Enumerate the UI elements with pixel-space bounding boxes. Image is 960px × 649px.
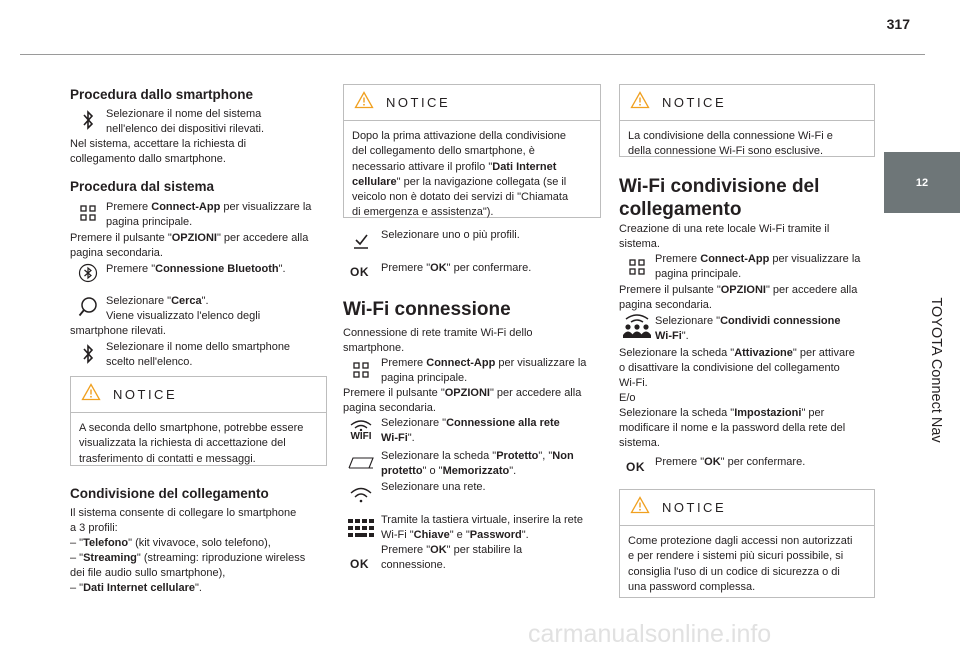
notice-line-3: necessario attivare il profilo "Dati Internet (352, 160, 557, 173)
notice-line-2: della connessione Wi-Fi sono esclusive. (628, 145, 824, 158)
notice-box-profile (343, 84, 601, 218)
smartphone-line-3: Nel sistema, accettare la richiesta di (70, 138, 247, 150)
wifishare-step6-line2: modificare il nome e la password della rete del (619, 422, 846, 434)
notice-line-3: trasferimento di contatti e messaggi. (79, 452, 256, 465)
condivisione-line-6: – "Dati Internet cellulare". (70, 582, 202, 594)
sistema-step1-line2: pagina principale. (106, 216, 193, 228)
sistema-step3: Premere "Connessione Bluetooth". (106, 263, 286, 275)
notice-line-6: di emergenza e assistenza"). (352, 206, 494, 219)
warning-icon (81, 383, 101, 406)
tab-icon (348, 451, 374, 473)
notice-title: NOTICE (662, 500, 727, 515)
wifi-icon (347, 416, 375, 444)
wifi-icon-label: WIFI (350, 430, 372, 442)
wifishare-step2: Premere il pulsante "OPZIONI" per accedere alla (619, 284, 858, 296)
wifishare-step4-line3: Wi-Fi. (619, 377, 648, 389)
notice-box-contacts (70, 376, 327, 466)
wifi-step3: Selezionare "Connessione alla rete (381, 417, 560, 429)
wifi-line-1: Connessione di rete tramite Wi-Fi dello (343, 327, 533, 339)
notice-header (71, 377, 326, 413)
wifishare-step7: Premere "OK" per confermare. (655, 456, 806, 468)
profile-select-icon (350, 230, 372, 252)
wifishare-step6: Selezionare la scheda "Impostazioni" per (619, 407, 825, 419)
wifishare-step5: E/o (619, 392, 636, 404)
wifi-step6-line2: Wi-Fi "Chiave" e "Password". (381, 529, 529, 541)
chapter-tab[interactable]: 12 (884, 152, 960, 213)
notice-line-4: una password complessa. (628, 580, 756, 593)
notice-title: NOTICE (662, 95, 727, 110)
wifishare-step4: Selezionare la scheda "Attivazione" per attivare (619, 347, 855, 359)
wifi-step2: Premere il pulsante "OPZIONI" per accedere alla (343, 387, 582, 399)
condivisione-line-5: dei file audio sullo smartphone), (70, 567, 226, 579)
wifi-step1: Premere Connect-App per visualizzare la (381, 357, 587, 369)
heading-wifi-condivisione-2: collegamento (619, 199, 742, 220)
bluetooth-icon (77, 262, 99, 284)
wifi-step4-line2: protetto" o "Memorizzato". (381, 465, 517, 477)
apps-grid-icon (77, 202, 99, 224)
notice-box-exclusive (619, 84, 875, 157)
notice-title: NOTICE (386, 95, 451, 110)
notice-header (344, 85, 600, 121)
notice-line-1: A seconda dello smartphone, potrebbe essere (79, 422, 304, 434)
profile-step1: Selezionare uno o più profili. (381, 229, 520, 241)
notice-line-1: Dopo la prima attivazione della condivisione (352, 130, 567, 142)
smartphone-line-2: nell'elenco dei dispositivi rilevati. (106, 123, 265, 135)
watermark: carmanualsonline.info (528, 620, 772, 648)
apps-grid-icon (626, 256, 648, 278)
wifishare-line-1: Creazione di una rete locale Wi-Fi tramite il (619, 223, 830, 235)
wifishare-step2-line2: pagina secondaria. (619, 299, 712, 311)
ok-icon: OK (350, 265, 369, 279)
heading-wifi-connessione: Wi-Fi connessione (343, 299, 511, 320)
heading-wifi-condivisione-1: Wi-Fi condivisione del (619, 176, 820, 197)
notice-line-2: del collegamento dello smartphone, è (352, 145, 535, 158)
notice-line-1: Come protezione dagli accessi non autorizzati (628, 535, 853, 547)
bluetooth-icon (77, 343, 99, 365)
wifishare-step3: Selezionare "Condividi connessione (655, 315, 841, 327)
smartphone-line-4: collegamento dallo smartphone. (70, 153, 226, 165)
notice-line-5: veicolo non è dotato dei servizi di "Chiamata (352, 191, 569, 204)
sistema-step2: Premere il pulsante "OPZIONI" per accedere alla (70, 232, 309, 244)
wifi-step1-line2: pagina principale. (381, 372, 468, 384)
sistema-step5-line2: scelto nell'elenco. (106, 356, 193, 368)
wifishare-step1: Premere Connect-App per visualizzare la (655, 253, 861, 265)
notice-line-3: consiglia l'uso di un codice di sicurezza o di (628, 565, 840, 578)
notice-line-1: La condivisione della connessione Wi-Fi e (628, 130, 833, 142)
search-icon (77, 296, 99, 318)
ok-icon: OK (626, 460, 645, 474)
condivisione-line-1: Il sistema consente di collegare lo smartphone (70, 507, 297, 519)
sistema-step4-line2: Viene visualizzato l'elenco degli (106, 310, 261, 322)
sistema-step1: Premere Connect-App per visualizzare la (106, 201, 312, 213)
apps-grid-icon (350, 359, 372, 381)
heading-condivisione: Condivisione del collegamento (70, 486, 269, 501)
profile-step2: Premere "OK" per confermare. (381, 262, 532, 274)
heading-procedura-smartphone: Procedura dallo smartphone (70, 87, 254, 102)
notice-title: NOTICE (113, 387, 178, 402)
wifi-share-icon (622, 313, 652, 339)
keyboard-icon (348, 517, 374, 539)
wifishare-step1-line2: pagina principale. (655, 268, 742, 280)
wifishare-step4-line2: o disattivare la condivisione del collegamento (619, 362, 840, 374)
heading-procedura-sistema: Procedura dal sistema (70, 179, 215, 194)
wifi-step7: Premere "OK" per stabilire la (381, 544, 523, 556)
wifi-icon (349, 484, 373, 506)
notice-line-2: e per rendere i sistemi più sicuri possibile, si (628, 550, 844, 563)
header-divider (20, 54, 925, 55)
sistema-step5: Selezionare il nome dello smartphone (106, 341, 291, 353)
notice-line-4: cellulare" per la navigazione collegata (se il (352, 175, 567, 188)
notice-line-2: visualizzata la richiesta di accettazione del (79, 437, 286, 450)
wifi-step6: Tramite la tastiera virtuale, inserire la rete (381, 514, 583, 526)
ok-icon: OK (350, 557, 369, 571)
wifi-step7-line2: connessione. (381, 559, 446, 571)
bluetooth-icon (77, 109, 99, 131)
wifi-step3-line2: Wi-Fi". (381, 432, 415, 444)
wifishare-line-2: sistema. (619, 238, 660, 250)
wifi-step4: Selezionare la scheda "Protetto", "Non (381, 450, 574, 462)
sistema-step4: Selezionare "Cerca". (106, 295, 209, 307)
warning-icon (630, 91, 650, 114)
wifishare-step6-line3: sistema. (619, 437, 660, 449)
smartphone-line-1: Selezionare il nome del sistema (106, 108, 262, 120)
wifi-step5: Selezionare una rete. (381, 481, 486, 493)
notice-header (620, 85, 874, 121)
warning-icon (354, 91, 374, 114)
wifi-line-2: smartphone. (343, 342, 405, 354)
condivisione-line-3: – "Telefono" (kit vivavoce, solo telefono), (70, 537, 271, 549)
page-number: 317 (886, 16, 910, 32)
warning-icon (630, 496, 650, 519)
notice-box-security (619, 489, 875, 598)
notice-header (620, 490, 874, 526)
condivisione-line-4: – "Streaming" (streaming: riproduzione wireless (70, 552, 306, 564)
wifi-step2-line2: pagina secondaria. (343, 402, 436, 414)
sistema-step4-line3: smartphone rilevati. (70, 325, 166, 337)
wifishare-step3-line2: Wi-Fi". (655, 330, 689, 342)
condivisione-line-2: a 3 profili: (70, 522, 118, 534)
sistema-step2-line2: pagina secondaria. (70, 247, 163, 259)
